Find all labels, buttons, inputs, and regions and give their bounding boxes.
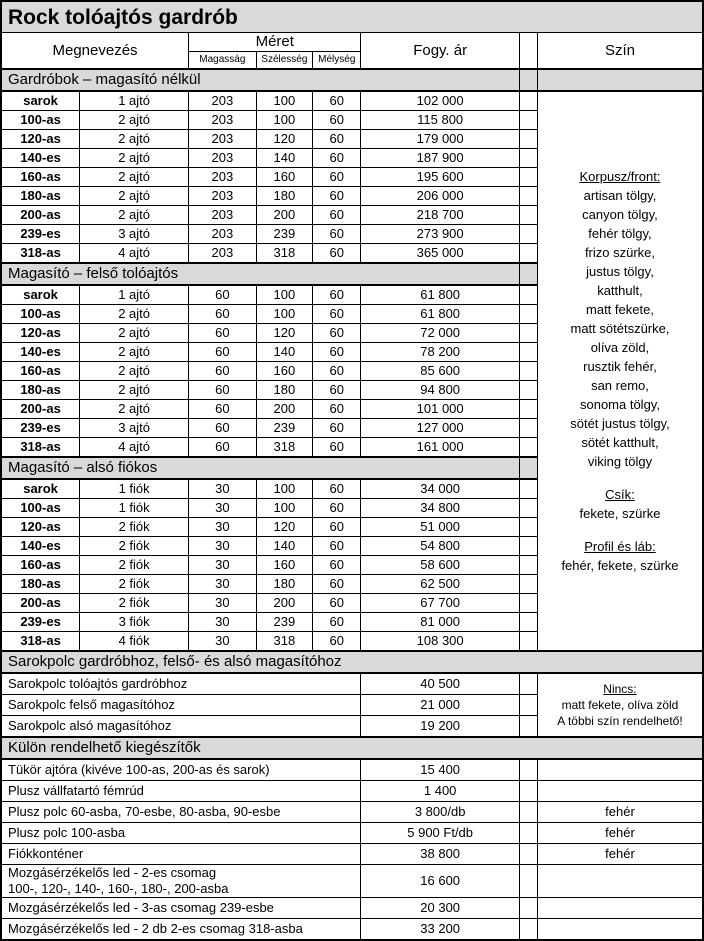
spacer-cell	[519, 362, 537, 381]
table-row	[1, 823, 703, 844]
product-spec-cell: 1 ajtó	[80, 285, 189, 305]
column-header-szin: Szín	[537, 33, 703, 70]
color-option-line: fehér, fekete, szürke	[561, 558, 679, 573]
price-cell: 273 900	[361, 225, 519, 244]
table-row	[1, 651, 703, 673]
price-cell: 72 000	[361, 324, 519, 343]
price-cell: 127 000	[361, 419, 519, 438]
depth-cell: 60	[313, 206, 361, 225]
spacer-cell	[519, 673, 537, 695]
product-spec-cell: 2 ajtó	[80, 111, 189, 130]
width-cell: 120	[256, 130, 312, 149]
note-line: matt fekete, olíva zöld	[561, 698, 679, 712]
depth-cell: 60	[313, 381, 361, 400]
height-cell: 60	[189, 324, 257, 343]
spacer-cell	[519, 263, 537, 285]
price-cell: 15 400	[361, 759, 519, 781]
depth-cell: 60	[313, 419, 361, 438]
height-cell: 60	[189, 285, 257, 305]
depth-cell: 60	[313, 479, 361, 499]
depth-cell: 60	[313, 362, 361, 381]
width-cell: 200	[256, 594, 312, 613]
spacer-cell	[519, 499, 537, 518]
spacer-cell	[519, 865, 537, 898]
spacer-cell	[519, 823, 537, 844]
price-cell: 34 000	[361, 479, 519, 499]
color-cell: fehér	[537, 844, 703, 865]
spacer-cell	[519, 324, 537, 343]
section-header: Külön rendelhető kiegészítők	[1, 737, 703, 759]
accessory-name-cell: Plusz vállfatartó fémrúd	[1, 781, 361, 802]
color-option-line: viking tölgy	[587, 454, 653, 469]
product-name-cell: 100-as	[1, 111, 80, 130]
price-cell: 78 200	[361, 343, 519, 362]
accessory-name-line: 100-, 120-, 140-, 160-, 180-, 200-asba	[8, 881, 229, 896]
depth-cell: 60	[313, 244, 361, 264]
product-spec-cell: 2 fiók	[80, 594, 189, 613]
width-cell: 318	[256, 632, 312, 652]
height-cell: 203	[189, 130, 257, 149]
height-cell: 203	[189, 187, 257, 206]
color-cell: fehér	[537, 802, 703, 823]
price-cell: 187 900	[361, 149, 519, 168]
height-cell: 30	[189, 537, 257, 556]
product-spec-cell: 2 fiók	[80, 575, 189, 594]
depth-cell: 60	[313, 400, 361, 419]
width-cell: 140	[256, 537, 312, 556]
color-option-line: sötét justus tölgy,	[570, 416, 670, 431]
section-header: Sarokpolc gardróbhoz, felső- és alsó magasítóhoz	[1, 651, 703, 673]
color-option-line: rusztik fehér,	[583, 359, 657, 374]
column-header-megnevezes: Megnevezés	[1, 33, 189, 70]
price-cell: 58 600	[361, 556, 519, 575]
color-options-panel	[537, 91, 703, 651]
note-line: A többi szín rendelhető!	[557, 714, 683, 728]
accessory-name-cell: Plusz polc 100-asba	[1, 823, 361, 844]
price-cell: 81 000	[361, 613, 519, 632]
color-option-line: matt sötétszürke,	[570, 321, 670, 336]
depth-cell: 60	[313, 438, 361, 458]
width-cell: 160	[256, 168, 312, 187]
price-cell: 61 800	[361, 285, 519, 305]
note-title: Nincs:	[603, 682, 637, 696]
spacer-cell	[519, 594, 537, 613]
price-cell: 108 300	[361, 632, 519, 652]
table-row	[1, 802, 703, 823]
price-cell: 67 700	[361, 594, 519, 613]
price-cell: 54 800	[361, 537, 519, 556]
spacer-cell	[519, 844, 537, 865]
column-header-meret: Méret	[189, 33, 361, 52]
accessory-name-cell: Mozgásérzékelős led - 3-as csomag 239-esbe	[1, 898, 361, 919]
depth-cell: 60	[313, 324, 361, 343]
width-cell: 318	[256, 438, 312, 458]
color-cell	[537, 781, 703, 802]
price-cell: 206 000	[361, 187, 519, 206]
section-header-fill	[537, 69, 703, 91]
product-spec-cell: 2 ajtó	[80, 168, 189, 187]
price-cell: 20 300	[361, 898, 519, 919]
width-cell: 140	[256, 149, 312, 168]
depth-cell: 60	[313, 556, 361, 575]
spacer-cell	[519, 575, 537, 594]
column-header-magassag: Magasság	[189, 52, 257, 70]
width-cell: 160	[256, 556, 312, 575]
product-spec-cell: 1 fiók	[80, 499, 189, 518]
price-cell: 38 800	[361, 844, 519, 865]
spacer-cell	[519, 759, 537, 781]
product-name-cell: 140-es	[1, 343, 80, 362]
price-cell: 85 600	[361, 362, 519, 381]
table-row	[1, 33, 703, 52]
depth-cell: 60	[313, 187, 361, 206]
product-name-cell: 239-es	[1, 225, 80, 244]
spacer-cell	[519, 225, 537, 244]
product-name-cell: 160-as	[1, 362, 80, 381]
spacer-cell	[519, 898, 537, 919]
color-option-line: fehér tölgy,	[588, 226, 652, 241]
color-group-title: Csík:	[605, 487, 635, 502]
product-spec-cell: 2 ajtó	[80, 324, 189, 343]
depth-cell: 60	[313, 613, 361, 632]
color-cell	[537, 759, 703, 781]
product-name-cell: 239-es	[1, 613, 80, 632]
height-cell: 203	[189, 149, 257, 168]
width-cell: 239	[256, 613, 312, 632]
height-cell: 203	[189, 168, 257, 187]
color-cell	[537, 898, 703, 919]
product-name-cell: Sarokpolc tolóajtós gardróbhoz	[1, 673, 361, 695]
table-row	[1, 1, 703, 33]
height-cell: 60	[189, 362, 257, 381]
height-cell: 30	[189, 499, 257, 518]
product-name-cell: 200-as	[1, 206, 80, 225]
spacer-cell	[519, 91, 537, 111]
spacer-cell	[519, 479, 537, 499]
product-spec-cell: 1 fiók	[80, 479, 189, 499]
spacer-cell	[519, 381, 537, 400]
product-spec-cell: 2 ajtó	[80, 130, 189, 149]
product-spec-cell: 2 ajtó	[80, 305, 189, 324]
accessory-name-line: Mozgásérzékelős led - 2-es csomag	[8, 865, 217, 880]
depth-cell: 60	[313, 594, 361, 613]
width-cell: 100	[256, 91, 312, 111]
product-name-cell: 120-as	[1, 518, 80, 537]
depth-cell: 60	[313, 111, 361, 130]
width-cell: 160	[256, 362, 312, 381]
product-name-cell: 318-as	[1, 438, 80, 458]
product-name-cell: 160-as	[1, 168, 80, 187]
depth-cell: 60	[313, 130, 361, 149]
spacer-cell	[519, 130, 537, 149]
table-row	[1, 91, 703, 111]
product-spec-cell: 2 ajtó	[80, 362, 189, 381]
product-spec-cell: 2 fiók	[80, 556, 189, 575]
depth-cell: 60	[313, 499, 361, 518]
depth-cell: 60	[313, 575, 361, 594]
accessory-name-cell: Tükör ajtóra (kivéve 100-as, 200-as és sarok)	[1, 759, 361, 781]
price-cell: 3 800/db	[361, 802, 519, 823]
height-cell: 30	[189, 613, 257, 632]
product-spec-cell: 2 ajtó	[80, 400, 189, 419]
height-cell: 60	[189, 381, 257, 400]
width-cell: 318	[256, 244, 312, 264]
price-cell: 61 800	[361, 305, 519, 324]
price-cell: 33 200	[361, 919, 519, 941]
spacer-cell	[519, 457, 537, 479]
spacer-cell	[519, 69, 537, 91]
price-cell: 115 800	[361, 111, 519, 130]
width-cell: 120	[256, 518, 312, 537]
spacer-cell	[519, 419, 537, 438]
height-cell: 203	[189, 244, 257, 264]
table-row	[1, 844, 703, 865]
product-name-cell: 160-as	[1, 556, 80, 575]
width-cell: 239	[256, 225, 312, 244]
spacer-cell	[519, 613, 537, 632]
product-spec-cell: 2 ajtó	[80, 381, 189, 400]
product-name-cell: sarok	[1, 479, 80, 499]
page-title: Rock tolóajtós gardrób	[1, 1, 703, 33]
product-name-cell: 120-as	[1, 324, 80, 343]
width-cell: 100	[256, 479, 312, 499]
product-name-cell: 100-as	[1, 499, 80, 518]
product-name-cell: sarok	[1, 91, 80, 111]
price-cell: 62 500	[361, 575, 519, 594]
width-cell: 120	[256, 324, 312, 343]
spacer-cell	[519, 111, 537, 130]
spacer-cell	[519, 285, 537, 305]
height-cell: 60	[189, 438, 257, 458]
product-spec-cell: 3 ajtó	[80, 419, 189, 438]
table-row	[1, 781, 703, 802]
product-name-cell: 200-as	[1, 594, 80, 613]
color-group	[542, 537, 698, 575]
section-header: Magasító – alsó fiókos	[1, 457, 519, 479]
color-option-line: artisan tölgy,	[583, 188, 657, 203]
spacer-cell	[519, 149, 537, 168]
product-spec-cell: 3 ajtó	[80, 225, 189, 244]
column-header-fogy-ar: Fogy. ár	[361, 33, 519, 70]
color-option-line: justus tölgy,	[586, 264, 654, 279]
height-cell: 30	[189, 632, 257, 652]
product-spec-cell: 2 fiók	[80, 537, 189, 556]
spacer-cell	[519, 400, 537, 419]
height-cell: 60	[189, 400, 257, 419]
width-cell: 140	[256, 343, 312, 362]
price-cell: 102 000	[361, 91, 519, 111]
depth-cell: 60	[313, 149, 361, 168]
spacer-cell	[519, 632, 537, 652]
price-cell: 101 000	[361, 400, 519, 419]
spacer-cell	[519, 781, 537, 802]
spacer-cell	[519, 716, 537, 738]
price-cell: 5 900 Ft/db	[361, 823, 519, 844]
product-spec-cell: 2 fiók	[80, 518, 189, 537]
depth-cell: 60	[313, 632, 361, 652]
color-group-title: Profil és láb:	[584, 539, 656, 554]
section-header: Magasító – felső tolóajtós	[1, 263, 519, 285]
color-group	[542, 485, 698, 523]
price-cell: 16 600	[361, 865, 519, 898]
depth-cell: 60	[313, 343, 361, 362]
spacer-cell	[519, 168, 537, 187]
accessory-name-cell: Fiókkonténer	[1, 844, 361, 865]
depth-cell: 60	[313, 91, 361, 111]
section-header: Gardróbok – magasító nélkül	[1, 69, 519, 91]
accessory-name-cell	[1, 865, 361, 898]
spacer-cell	[519, 556, 537, 575]
product-name-cell: 318-as	[1, 244, 80, 264]
product-name-cell: 180-as	[1, 575, 80, 594]
height-cell: 203	[189, 91, 257, 111]
spacer-cell	[519, 438, 537, 458]
width-cell: 200	[256, 206, 312, 225]
width-cell: 180	[256, 381, 312, 400]
color-cell	[537, 919, 703, 941]
depth-cell: 60	[313, 285, 361, 305]
width-cell: 100	[256, 285, 312, 305]
width-cell: 100	[256, 111, 312, 130]
color-option-line: fekete, szürke	[579, 506, 661, 521]
product-name-cell: 120-as	[1, 130, 80, 149]
spacer-cell	[519, 206, 537, 225]
height-cell: 30	[189, 479, 257, 499]
height-cell: 60	[189, 343, 257, 362]
product-name-cell: 180-as	[1, 381, 80, 400]
product-name-cell: Sarokpolc felső magasítóhoz	[1, 695, 361, 716]
height-cell: 30	[189, 575, 257, 594]
height-cell: 203	[189, 225, 257, 244]
price-cell: 195 600	[361, 168, 519, 187]
product-spec-cell: 4 fiók	[80, 632, 189, 652]
price-cell: 218 700	[361, 206, 519, 225]
accessory-name-cell: Mozgásérzékelős led - 2 db 2-es csomag 318-asba	[1, 919, 361, 941]
product-spec-cell: 4 ajtó	[80, 244, 189, 264]
price-cell: 365 000	[361, 244, 519, 264]
spacer-cell	[519, 518, 537, 537]
table-row	[1, 898, 703, 919]
color-option-line: katthult,	[597, 283, 643, 298]
color-option-line: san remo,	[591, 378, 649, 393]
width-cell: 100	[256, 305, 312, 324]
price-cell: 34 800	[361, 499, 519, 518]
price-cell: 19 200	[361, 716, 519, 738]
product-name-cell: 239-es	[1, 419, 80, 438]
table-row	[1, 759, 703, 781]
spacer-cell	[519, 802, 537, 823]
price-cell: 21 000	[361, 695, 519, 716]
product-name-cell: 140-es	[1, 149, 80, 168]
color-option-line: matt fekete,	[586, 302, 654, 317]
color-group	[542, 167, 698, 471]
height-cell: 203	[189, 111, 257, 130]
color-note-cell	[537, 673, 703, 737]
product-name-cell: 180-as	[1, 187, 80, 206]
product-name-cell: sarok	[1, 285, 80, 305]
table-row	[1, 919, 703, 941]
price-cell: 1 400	[361, 781, 519, 802]
height-cell: 30	[189, 594, 257, 613]
product-spec-cell: 2 ajtó	[80, 149, 189, 168]
spacer-cell	[519, 695, 537, 716]
spacer-cell	[519, 343, 537, 362]
color-cell: fehér	[537, 823, 703, 844]
width-cell: 100	[256, 499, 312, 518]
column-header-melyseg: Mélység	[313, 52, 361, 70]
spacer-cell	[519, 537, 537, 556]
price-cell: 94 800	[361, 381, 519, 400]
spacer-cell	[519, 919, 537, 941]
color-group-title: Korpusz/front:	[579, 169, 661, 184]
height-cell: 30	[189, 556, 257, 575]
depth-cell: 60	[313, 168, 361, 187]
accessory-name-cell: Plusz polc 60-asba, 70-esbe, 80-asba, 90-esbe	[1, 802, 361, 823]
height-cell: 30	[189, 518, 257, 537]
color-option-line: canyon tölgy,	[582, 207, 658, 222]
product-name-cell: 140-es	[1, 537, 80, 556]
height-cell: 60	[189, 305, 257, 324]
color-option-line: frizo szürke,	[584, 245, 656, 260]
product-name-cell: 200-as	[1, 400, 80, 419]
product-spec-cell: 3 fiók	[80, 613, 189, 632]
width-cell: 180	[256, 187, 312, 206]
width-cell: 180	[256, 575, 312, 594]
spacer-cell	[519, 305, 537, 324]
spacer-cell	[519, 244, 537, 264]
price-cell: 161 000	[361, 438, 519, 458]
product-spec-cell: 1 ajtó	[80, 91, 189, 111]
depth-cell: 60	[313, 518, 361, 537]
width-cell: 239	[256, 419, 312, 438]
product-spec-cell: 2 ajtó	[80, 343, 189, 362]
color-option-line: sötét katthult,	[581, 435, 659, 450]
price-cell: 179 000	[361, 130, 519, 149]
table-row	[1, 737, 703, 759]
table-row	[1, 69, 703, 91]
product-name-cell: 318-as	[1, 632, 80, 652]
depth-cell: 60	[313, 537, 361, 556]
product-name-cell: Sarokpolc alsó magasítóhoz	[1, 716, 361, 738]
product-spec-cell: 4 ajtó	[80, 438, 189, 458]
price-cell: 51 000	[361, 518, 519, 537]
spacer-cell	[519, 187, 537, 206]
height-cell: 60	[189, 419, 257, 438]
column-header-szelesseg: Szélesség	[256, 52, 312, 70]
color-option-line: sonoma tölgy,	[579, 397, 660, 412]
depth-cell: 60	[313, 225, 361, 244]
color-option-line: olíva zöld,	[590, 340, 650, 355]
product-spec-cell: 2 ajtó	[80, 206, 189, 225]
table-row	[1, 673, 703, 695]
spacer-cell	[519, 33, 537, 70]
height-cell: 203	[189, 206, 257, 225]
table-row	[1, 865, 703, 898]
product-spec-cell: 2 ajtó	[80, 187, 189, 206]
price-cell: 40 500	[361, 673, 519, 695]
product-name-cell: 100-as	[1, 305, 80, 324]
color-cell	[537, 865, 703, 898]
width-cell: 200	[256, 400, 312, 419]
depth-cell: 60	[313, 305, 361, 324]
